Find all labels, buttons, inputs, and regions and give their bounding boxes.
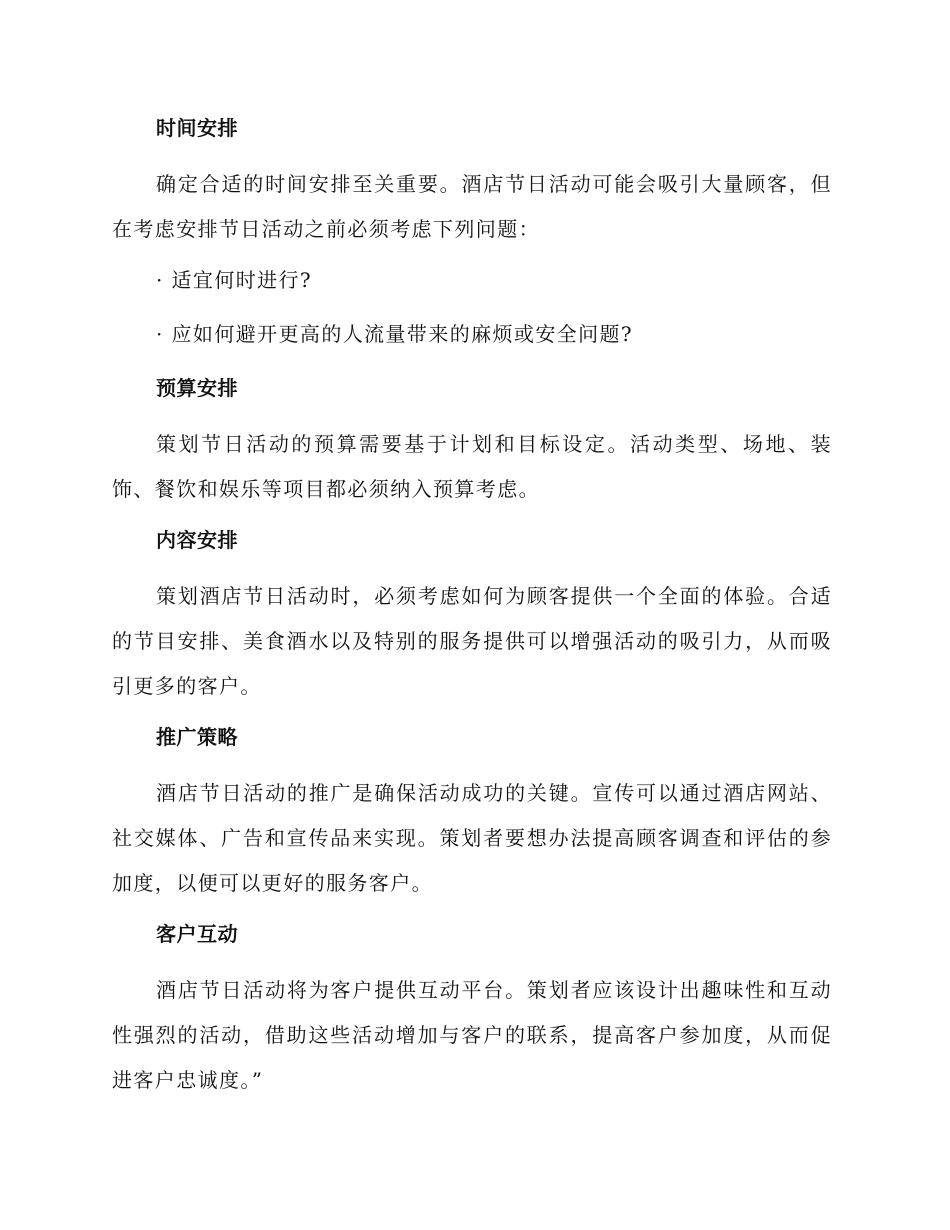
section-paragraph-promotion: 酒店节日活动的推广是确保活动成功的关键。宣传可以通过酒店网站、社交媒体、广告和宣传品来实现。策划者要想办法提高顾客调查和评估的参加度，以便可以更好的服务客户。	[112, 781, 832, 895]
document-body	[112, 108, 832, 1111]
section-heading-interaction: 客户互动	[156, 922, 238, 946]
section-paragraph-budget: 策划节日活动的预算需要基于计划和目标设定。活动类型、场地、装饰、餐饮和娱乐等项目都必须纳入预算考虑。	[112, 432, 832, 501]
bullet-item-when: · 适宜何时进行?	[156, 268, 313, 292]
section-paragraph-time: 确定合适的时间安排至关重要。酒店节日活动可能会吸引大量顾客，但在考虑安排节日活动之前必须考虑下列问题：	[112, 172, 832, 241]
section-heading-content: 内容安排	[156, 528, 238, 552]
section-heading-time: 时间安排	[156, 116, 238, 140]
section-heading-budget: 预算安排	[156, 376, 238, 400]
section-paragraph-interaction: 酒店节日活动将为客户提供互动平台。策划者应该设计出趣味性和互动性强烈的活动，借助这些活动增加与客户的联系，提高客户参加度，从而促进客户忠诚度。”	[112, 978, 832, 1092]
section-heading-promotion: 推广策略	[156, 725, 238, 749]
section-paragraph-content: 策划酒店节日活动时，必须考虑如何为顾客提供一个全面的体验。合适的节目安排、美食酒水以及特别的服务提供可以增强活动的吸引力，从而吸引更多的客户。	[112, 584, 832, 698]
bullet-item-safety: · 应如何避开更高的人流量带来的麻烦或安全问题?	[156, 322, 634, 346]
